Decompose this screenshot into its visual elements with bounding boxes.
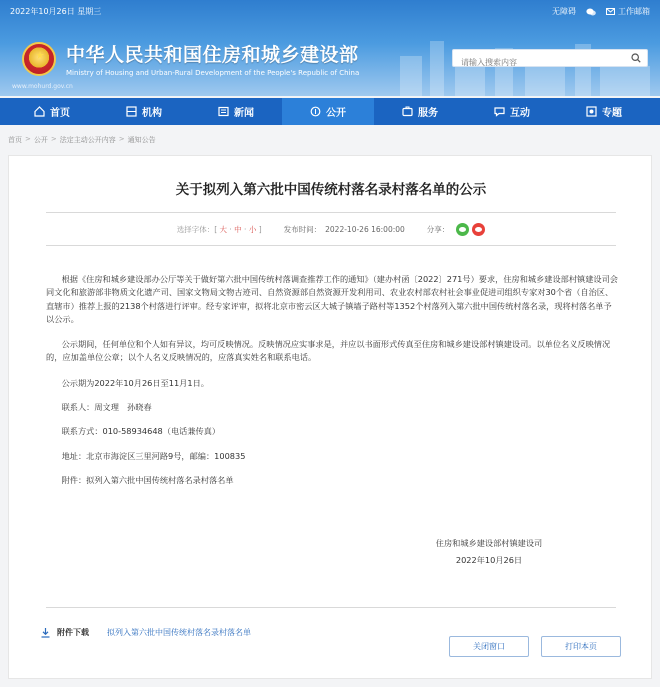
nav-item-label: 服务 (418, 108, 438, 119)
publish-time: 2022-10-26 16:00:00 (325, 225, 405, 234)
nav-item-open[interactable] (282, 98, 374, 125)
publish-label: 发布时间： (283, 225, 322, 234)
topic-icon (586, 106, 597, 117)
site-subtitle: Ministry of Housing and Urban-Rural Development of the People's Republic of China (66, 69, 360, 77)
contact-person: 联系人：周文理 孙晓春 (61, 402, 152, 413)
breadcrumb-notice[interactable]: 通知公告 (127, 136, 156, 144)
breadcrumb-legal[interactable]: 法定主动公开内容 (59, 136, 116, 144)
share-label: 分享： (426, 225, 450, 234)
footer-divider (46, 607, 616, 608)
search-box (452, 49, 648, 67)
nav-item-interact[interactable] (466, 98, 558, 125)
nav-item-service[interactable] (374, 98, 466, 125)
attachment-section (40, 627, 251, 638)
body-paragraph: 公示期为2022年10月26日至11月1日。 (61, 377, 209, 388)
search-icon[interactable] (631, 53, 641, 63)
open-icon (310, 106, 321, 117)
body-paragraph: 根据《住房和城乡建设部办公厅等关于做好第六批中国传统村落调查推荐工作的通知》（建办村函〔2022〕271号）要求，住房和城乡建设部村镇建设司会同文化和旅游部非物质文化遗产司、国家文物局文物古迹司、自然资源部自然资源开发利用司、农业农村部农村社会事业促进司组织专家对30个省（自治区、直辖市）推荐上报的2138个村落进行评审。经专家评审，拟将北京市密云区大城子镇墙子路村等1352个村落列入第六批中国传统村落名录，现将村落名单予以公示。 (46, 274, 618, 324)
print-page-button[interactable]: 打印本页 (541, 636, 621, 657)
signoff (409, 535, 569, 569)
nav-item-news[interactable] (190, 98, 282, 125)
title-divider (46, 212, 616, 213)
nav-item-label: 专题 (602, 108, 622, 119)
interact-icon (494, 106, 505, 117)
breadcrumb-open[interactable]: 公开 (33, 136, 48, 144)
site-title: 中华人民共和国住房和城乡建设部 (66, 44, 359, 66)
nav-item-label: 互动 (510, 108, 530, 119)
breadcrumb-separator: > (25, 135, 31, 143)
attachment-note: 附件：拟列入第六批中国传统村落名录村落名单 (61, 474, 234, 485)
article-body (46, 273, 618, 498)
work-mail-label: 工作邮箱 (618, 7, 650, 16)
contact-address: 地址：北京市海淀区三里河路9号，邮编：100835 (61, 450, 246, 461)
font-size-medium[interactable]: 中 (234, 225, 242, 234)
attachment-label: 附件下载 (57, 628, 89, 637)
close-window-button[interactable]: 关闭窗口 (449, 636, 529, 657)
article-title: 关于拟列入第六批中国传统村落名录村落名单的公示 (175, 182, 487, 198)
contact-phone: 联系方式：010-58934648（电话兼传真） (61, 426, 221, 437)
font-size-label: 选择字体： (176, 225, 215, 234)
news-icon (218, 106, 229, 117)
font-size-large[interactable]: 大 (219, 225, 228, 234)
font-size-selector: 选择字体：[ 大 · 中 · 小 ] (176, 225, 262, 234)
font-size-small[interactable]: 小 (248, 225, 257, 234)
current-date: 2022年10月26日 星期三 (10, 7, 102, 16)
top-bar (10, 6, 650, 20)
nav-item-home[interactable] (6, 98, 98, 125)
attachment-file-link[interactable]: 拟列入第六批中国传统村落名录村落名单 (107, 628, 251, 637)
wechat-share-icon[interactable] (456, 223, 469, 236)
download-icon (40, 627, 51, 638)
national-emblem-logo (22, 42, 56, 76)
body-paragraph: 公示期间，任何单位和个人如有异议，均可反映情况。反映情况应实事求是，并应以书面形式传真至住房和城乡建设部村镇建设司。以单位名义反映情况的，应加盖单位公章；以个人名义反映情况的，应落真实姓名和联系电话。 (46, 339, 611, 363)
signoff-date: 2022年10月26日 (455, 555, 523, 565)
nav-item-label: 新闻 (234, 108, 254, 119)
breadcrumb-separator: > (118, 135, 125, 143)
wechat-link[interactable] (586, 8, 596, 16)
weibo-share-icon[interactable] (472, 223, 485, 236)
breadcrumb-separator: > (50, 135, 57, 143)
article-card (8, 155, 652, 679)
nav-item-label: 首页 (50, 108, 70, 119)
home-icon (34, 106, 45, 117)
breadcrumb-home[interactable]: 首页 (8, 136, 22, 144)
signoff-org: 住房和城乡建设部村镇建设司 (435, 538, 543, 548)
nav-item-topic[interactable] (558, 98, 650, 125)
site-url: www.mohurd.gov.cn (12, 83, 73, 90)
org-icon (126, 106, 137, 117)
meta-divider (46, 245, 616, 246)
main-nav (0, 98, 660, 125)
search-input[interactable] (453, 55, 623, 71)
service-icon (402, 106, 413, 117)
accessibility-link[interactable]: 无障碍 (552, 7, 576, 16)
breadcrumb (8, 135, 156, 145)
nav-item-label: 公开 (326, 108, 346, 119)
mail-icon (606, 8, 615, 15)
nav-item-org[interactable] (98, 98, 190, 125)
nav-item-label: 机构 (142, 108, 162, 119)
wechat-icon (586, 8, 596, 16)
work-mail-link[interactable] (606, 6, 650, 17)
site-header (0, 0, 660, 96)
article-meta (9, 223, 653, 236)
